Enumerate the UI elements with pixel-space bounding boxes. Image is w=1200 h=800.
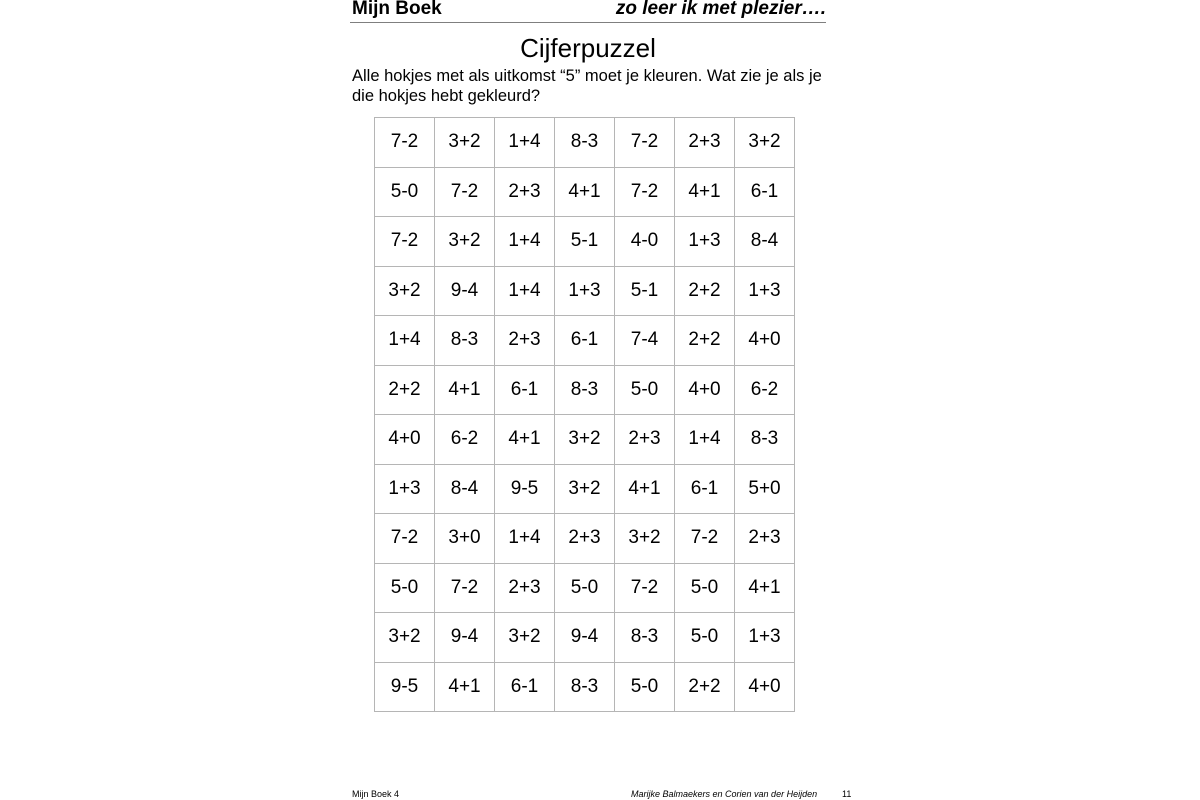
grid-cell[interactable]: 8-3 — [555, 662, 615, 712]
grid-cell[interactable]: 4+1 — [675, 167, 735, 217]
grid-cell[interactable]: 3+2 — [555, 464, 615, 514]
grid-cell[interactable]: 3+2 — [735, 118, 795, 168]
grid-cell[interactable]: 7-2 — [435, 167, 495, 217]
grid-cell[interactable]: 5-0 — [555, 563, 615, 613]
footer-book-title: Mijn Boek 4 — [352, 789, 400, 799]
grid-cell[interactable]: 4+0 — [735, 662, 795, 712]
grid-cell[interactable]: 9-5 — [495, 464, 555, 514]
grid-cell[interactable]: 4+1 — [735, 563, 795, 613]
grid-cell[interactable]: 6-1 — [555, 316, 615, 366]
grid-cell[interactable]: 4+1 — [435, 662, 495, 712]
page-number: 11 — [842, 789, 852, 799]
grid-cell[interactable]: 2+3 — [495, 167, 555, 217]
grid-cell[interactable]: 2+3 — [675, 118, 735, 168]
grid-cell[interactable]: 4+0 — [375, 415, 435, 465]
grid-cell[interactable]: 1+4 — [675, 415, 735, 465]
grid-cell[interactable]: 6-1 — [735, 167, 795, 217]
grid-row — [375, 118, 795, 168]
grid-cell[interactable]: 8-3 — [735, 415, 795, 465]
grid-cell[interactable]: 2+2 — [375, 365, 435, 415]
grid-cell[interactable]: 9-5 — [375, 662, 435, 712]
grid-cell[interactable]: 6-2 — [435, 415, 495, 465]
grid-cell[interactable]: 1+3 — [675, 217, 735, 267]
grid-cell[interactable]: 5-0 — [615, 365, 675, 415]
grid-row — [375, 415, 795, 465]
grid-cell[interactable]: 5-0 — [675, 613, 735, 663]
page-header — [350, 0, 826, 23]
footer-authors: Marijke Balmaekers en Corien van der Heijden — [631, 789, 818, 799]
grid-cell[interactable]: 8-3 — [615, 613, 675, 663]
grid-cell[interactable]: 9-4 — [555, 613, 615, 663]
grid-cell[interactable]: 8-4 — [735, 217, 795, 267]
puzzle-grid — [374, 117, 795, 712]
grid-cell[interactable]: 4+1 — [615, 464, 675, 514]
grid-row — [375, 613, 795, 663]
grid-cell[interactable]: 9-4 — [435, 613, 495, 663]
grid-cell[interactable]: 3+0 — [435, 514, 495, 564]
grid-cell[interactable]: 1+4 — [495, 266, 555, 316]
grid-cell[interactable]: 6-1 — [495, 365, 555, 415]
grid-cell[interactable]: 7-4 — [615, 316, 675, 366]
grid-cell[interactable]: 8-4 — [435, 464, 495, 514]
grid-cell[interactable]: 2+2 — [675, 266, 735, 316]
grid-cell[interactable]: 5+0 — [735, 464, 795, 514]
grid-row — [375, 266, 795, 316]
grid-row — [375, 563, 795, 613]
grid-cell[interactable]: 2+3 — [555, 514, 615, 564]
grid-cell[interactable]: 2+3 — [495, 316, 555, 366]
grid-cell[interactable]: 1+4 — [495, 217, 555, 267]
grid-cell[interactable]: 1+3 — [735, 613, 795, 663]
grid-cell[interactable]: 2+3 — [495, 563, 555, 613]
page-title: Cijferpuzzel — [520, 33, 656, 63]
grid-cell[interactable]: 8-3 — [435, 316, 495, 366]
grid-cell[interactable]: 3+2 — [495, 613, 555, 663]
grid-cell[interactable]: 1+4 — [375, 316, 435, 366]
grid-cell[interactable]: 4-0 — [615, 217, 675, 267]
grid-row — [375, 316, 795, 366]
grid-cell[interactable]: 7-2 — [375, 118, 435, 168]
grid-cell[interactable]: 7-2 — [615, 563, 675, 613]
header-book-title: Mijn Boek — [352, 0, 442, 19]
grid-cell[interactable]: 1+4 — [495, 118, 555, 168]
grid-cell[interactable]: 7-2 — [435, 563, 495, 613]
grid-row — [375, 464, 795, 514]
grid-cell[interactable]: 7-2 — [675, 514, 735, 564]
grid-cell[interactable]: 4+0 — [735, 316, 795, 366]
grid-cell[interactable]: 5-1 — [615, 266, 675, 316]
grid-cell[interactable]: 3+2 — [435, 217, 495, 267]
grid-cell[interactable]: 4+1 — [495, 415, 555, 465]
grid-cell[interactable]: 5-0 — [615, 662, 675, 712]
grid-cell[interactable]: 3+2 — [555, 415, 615, 465]
grid-cell[interactable]: 4+1 — [435, 365, 495, 415]
grid-cell[interactable]: 5-0 — [375, 167, 435, 217]
grid-cell[interactable]: 1+3 — [555, 266, 615, 316]
grid-cell[interactable]: 5-1 — [555, 217, 615, 267]
grid-cell[interactable]: 6-1 — [495, 662, 555, 712]
grid-cell[interactable]: 7-2 — [375, 514, 435, 564]
grid-cell[interactable]: 3+2 — [375, 266, 435, 316]
grid-cell[interactable]: 7-2 — [615, 118, 675, 168]
grid-cell[interactable]: 6-2 — [735, 365, 795, 415]
grid-row — [375, 217, 795, 267]
grid-cell[interactable]: 1+3 — [735, 266, 795, 316]
grid-cell[interactable]: 4+1 — [555, 167, 615, 217]
grid-cell[interactable]: 2+2 — [675, 316, 735, 366]
grid-cell[interactable]: 8-3 — [555, 118, 615, 168]
grid-cell[interactable]: 2+3 — [735, 514, 795, 564]
grid-cell[interactable]: 9-4 — [435, 266, 495, 316]
grid-cell[interactable]: 1+3 — [375, 464, 435, 514]
grid-cell[interactable]: 2+2 — [675, 662, 735, 712]
grid-row — [375, 365, 795, 415]
grid-row — [375, 662, 795, 712]
grid-cell[interactable]: 4+0 — [675, 365, 735, 415]
grid-cell[interactable]: 5-0 — [675, 563, 735, 613]
grid-row — [375, 167, 795, 217]
grid-cell[interactable]: 7-2 — [615, 167, 675, 217]
grid-cell[interactable]: 5-0 — [375, 563, 435, 613]
grid-cell[interactable]: 3+2 — [435, 118, 495, 168]
grid-cell[interactable]: 8-3 — [555, 365, 615, 415]
grid-cell[interactable]: 3+2 — [375, 613, 435, 663]
grid-cell[interactable]: 1+4 — [495, 514, 555, 564]
grid-cell[interactable]: 6-1 — [675, 464, 735, 514]
grid-cell[interactable]: 7-2 — [375, 217, 435, 267]
instructions-text: Alle hokjes met als uitkomst “5” moet je kleuren. Wat zie je als je die hokjes hebt gekleurd? — [352, 67, 822, 105]
grid-row — [375, 514, 795, 564]
header-slogan: zo leer ik met plezier…. — [615, 0, 826, 19]
grid-cell[interactable]: 2+3 — [615, 415, 675, 465]
grid-cell[interactable]: 3+2 — [615, 514, 675, 564]
